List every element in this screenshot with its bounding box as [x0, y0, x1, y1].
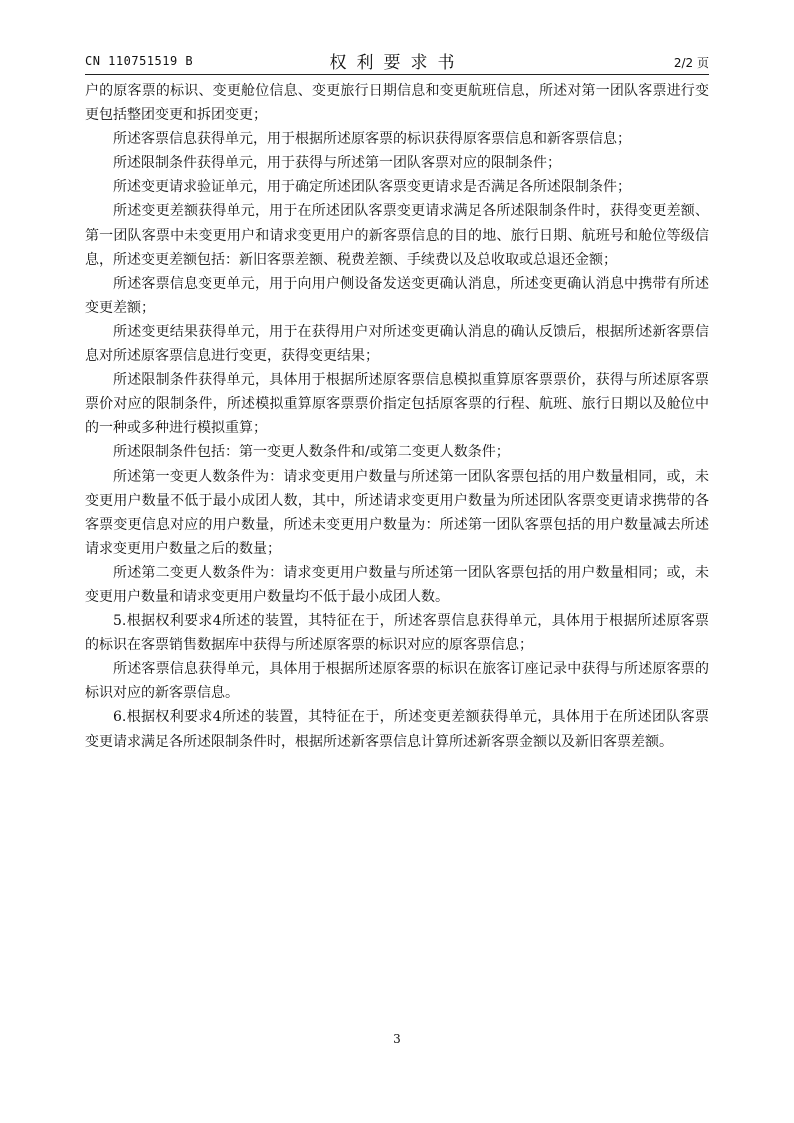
claim-paragraph: 所述变更请求验证单元，用于确定所述团队客票变更请求是否满足各所述限制条件； [113, 179, 631, 196]
claim-paragraph: 所述变更结果获得单元，用于在获得用户对所述变更确认消息的确认反馈后，根据所述新客票信息对所述原客票信息进行变更，获得变更结果； [85, 323, 709, 365]
page-indicator: 2/2 页 [673, 56, 709, 70]
patent-number: CN 110751519 B [85, 54, 194, 68]
claim-paragraph: 所述客票信息获得单元，具体用于根据所述原客票的标识在旅客订座记录中获得与所述原客票的标识对应的新客票信息。 [85, 661, 709, 702]
page-header [85, 48, 709, 74]
claim-paragraph: 所述客票信息变更单元，用于向用户侧设备发送变更确认消息，所述变更确认消息中携带有所述变更差额； [85, 275, 709, 316]
claim-5-paragraph: 5.根据权利要求4所述的装置，其特征在于，所述客票信息获得单元，具体用于根据所述原客票的标识在客票销售数据库中获得与所述原客票的标识对应的原客票信息； [85, 613, 709, 654]
claim-paragraph: 所述限制条件包括：第一变更人数条件和/或第二变更人数条件； [113, 444, 510, 461]
claim-paragraph: 所述限制条件获得单元，具体用于根据所述原客票信息模拟重算原客票票价，获得与所述原客票票价对应的限制条件，所述模拟重算原客票票价指定包括原客票的行程、航班、旅行日期以及舱位中的一种或多种进行模拟重算； [85, 372, 709, 437]
page-number: 3 [393, 1032, 401, 1046]
claims-body [85, 79, 709, 754]
claim-paragraph: 所述客票信息获得单元，用于根据所述原客票的标识获得原客票信息和新客票信息； [113, 131, 631, 148]
claim-paragraph: 所述限制条件获得单元，用于获得与所述第一团队客票对应的限制条件； [113, 155, 561, 172]
claim-paragraph: 户的原客票的标识、变更舱位信息、变更旅行日期信息和变更航班信息，所述对第一团队客票进行变更包括整团变更和拆团变更； [85, 83, 709, 124]
claim-paragraph: 所述变更差额获得单元，用于在所述团队客票变更请求满足各所述限制条件时，获得变更差额、第一团队客票中未变更用户和请求变更用户的新客票信息的目的地、旅行日期、航班号和舱位等级信息，所述变更差额包括：新旧客票差额、税费差额、手续费以及总收取或总退还金额； [85, 203, 709, 268]
claim-paragraph: 所述第一变更人数条件为：请求变更用户数量与所述第一团队客票包括的用户数量相同，或，未变更用户数量不低于最小成团人数，其中，所述请求变更用户数量为所述团队客票变更请求携带的各客票变更信息对应的用户数量，所述未变更用户数量为：所述第一团队客票包括的用户数量减去所述请求变更用户数量之后的数量； [85, 468, 709, 557]
header-divider [85, 74, 709, 75]
claim-6-paragraph: 6.根据权利要求4所述的装置，其特征在于，所述变更差额获得单元，具体用于在所述团队客票变更请求满足各所述限制条件时，根据所述新客票信息计算所述新客票金额以及新旧客票差额。 [85, 709, 709, 750]
claim-paragraph: 所述第二变更人数条件为：请求变更用户数量与所述第一团队客票包括的用户数量相同；或，未变更用户数量和请求变更用户数量均不低于最小成团人数。 [85, 564, 709, 605]
document-title: 权利要求书 [329, 53, 465, 73]
